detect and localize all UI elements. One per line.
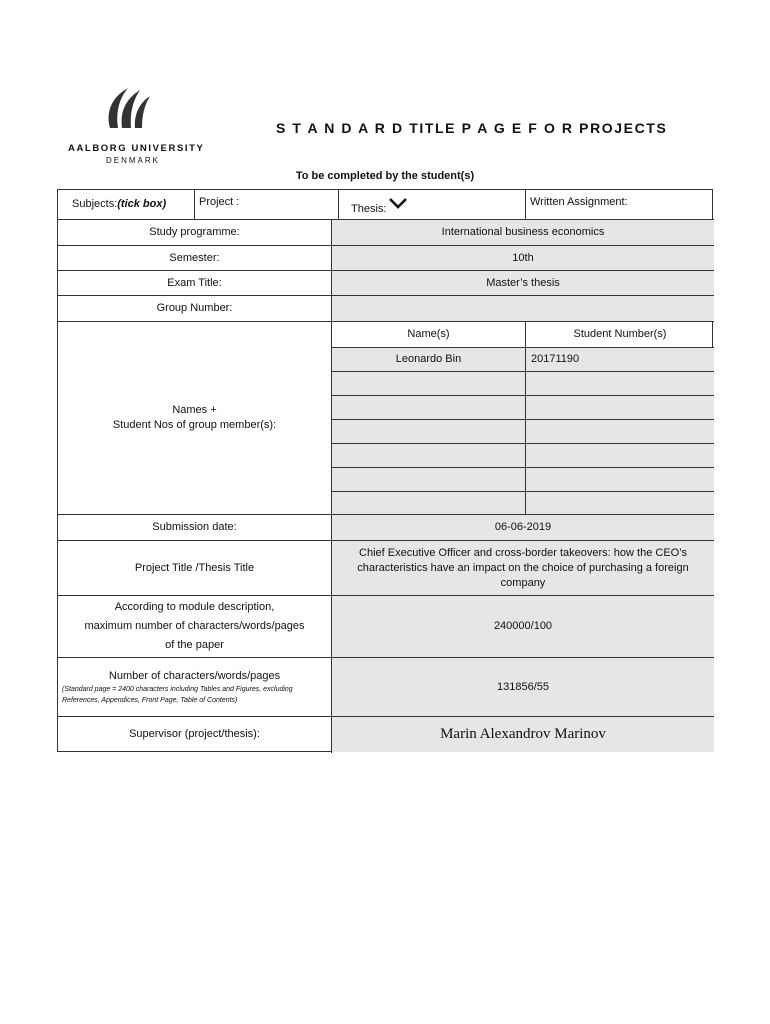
study-programme-label: Study programme: [149,226,240,238]
member-number-field[interactable] [526,492,714,514]
member-name-field[interactable] [332,372,525,395]
thesis-label: Thesis: [351,203,387,215]
supervisor-label: Supervisor (project/thesis): [129,728,260,740]
written-assignment-option[interactable]: Written Assignment: [530,196,628,208]
subjects-label: Subjects: (tick box) [72,198,167,210]
names-label: Names + Student Nos of group member(s): [112,404,277,431]
project-title-label: Project Title /Thesis Title [134,561,255,574]
instruction-text: To be completed by the student(s) [295,170,475,182]
max-characters-field[interactable]: 240000/100 [332,596,714,657]
group-number-field[interactable] [332,296,714,321]
member-number-field[interactable] [526,468,714,491]
member-name-field[interactable]: Leonardo Bin [332,348,525,371]
member-number-field[interactable]: 20171190 [526,348,714,371]
standard-page-note: (Standard page = 2400 characters including Tables and Figures, excluding References, Appendices, Front Page, Table of Contents) [62,685,293,704]
university-name: AALBORG UNIVERSITY [68,143,205,154]
university-country: DENMARK [106,156,161,165]
member-name-field[interactable] [332,444,525,467]
number-of-characters-label: Number of characters/words/pages (Standard page = 2400 characters including Tables and Figures, excluding References, Appendices, Front Page, Table of Contents) [58,658,331,716]
member-name-field[interactable] [332,396,525,419]
page-title: S T A N D A R D TITLE P A G E F O R PROJECTS [276,120,668,136]
semester-field[interactable]: 10th [332,246,714,270]
university-logo [68,84,208,174]
member-number-field[interactable] [526,372,714,395]
submission-date-label: Submission date: [152,521,237,533]
supervisor-field[interactable]: Marin Alexandrov Marinov [332,717,714,752]
title-page-form [57,189,713,752]
names-column-header: Name(s) [407,328,450,340]
submission-date-field[interactable]: 06-06-2019 [332,515,714,540]
member-name-field[interactable] [332,420,525,443]
exam-title-label: Exam Title: [167,276,222,289]
student-number-column-header: Student Number(s) [573,328,667,340]
checkmark-icon [388,196,408,210]
member-number-field[interactable] [526,444,714,467]
thesis-option[interactable] [339,190,525,219]
group-number-label: Group Number: [156,302,233,314]
member-name-field[interactable] [332,492,525,514]
study-programme-field[interactable]: International business economics [332,220,714,245]
member-number-field[interactable] [526,396,714,419]
project-title-field[interactable]: Chief Executive Officer and cross-border takeovers: how the CEO’s characteristics have an impact on the choice of purchasing a foreign company [332,541,714,595]
max-characters-label: According to module description, maximum number of characters/words/pages of the paper [84,601,305,651]
member-name-field[interactable] [332,468,525,491]
number-of-characters-field[interactable]: 131856/55 [332,658,714,716]
member-number-field[interactable] [526,420,714,443]
semester-label: Semester: [169,251,220,264]
tick-box-hint: (tick box) [117,198,167,210]
aau-wave-logo-icon [104,84,154,130]
project-option[interactable]: Project : [199,196,240,208]
exam-title-field[interactable]: Master’s thesis [332,271,714,295]
